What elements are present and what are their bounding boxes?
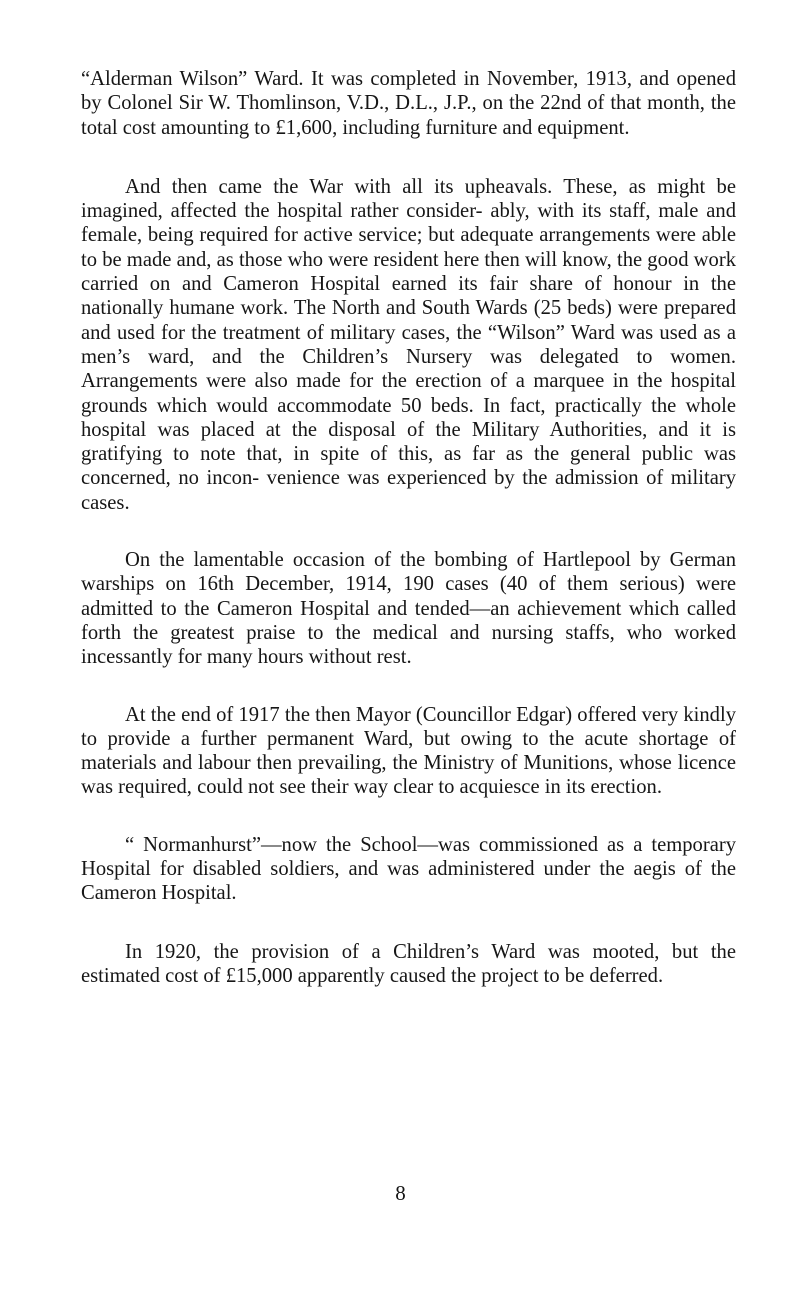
paragraph-hartlepool-bombing: On the lamentable occasion of the bombing of Hartlepool by German warships on 16th December, 1914, 190 cases (40 of them serious) were admitted to the Cameron Hospital and tended—an achievement which called forth the greatest praise to the medical and nursing staffs, who worked incessantly for many hours without rest. bbox=[81, 549, 736, 669]
paragraph-mayor-offer: At the end of 1917 the then Mayor (Councillor Edgar) offered very kindly to provide a further permanent Ward, but owing to the acute shortage of materials and labour then prevailing, the Ministry of Munitions, whose licence was required, could not see their way clear to acquiesce in its erection. bbox=[81, 703, 736, 799]
page-number: 8 bbox=[395, 1181, 406, 1205]
document-body bbox=[81, 67, 736, 988]
paragraph-childrens-ward: In 1920, the provision of a Children’s Ward was mooted, but the estimated cost of £15,000 apparently caused the project to be deferred. bbox=[81, 940, 736, 987]
paragraph-normanhurst: “ Normanhurst”—now the School—was commissioned as a temporary Hospital for disabled soldiers, and was administered under the aegis of the Cameron Hospital. bbox=[81, 833, 736, 905]
paragraph-alderman-wilson-ward: “Alderman Wilson” Ward. It was completed in November, 1913, and opened by Colonel Sir W. Thomlinson, V.D., D.L., J.P., on the 22nd of that month, the total cost amounting to £1,600, including furniture and equipment. bbox=[81, 68, 736, 139]
paragraph-war-upheavals: And then came the War with all its upheavals. These, as might be imagined, affected the hospital rather consider- ably, with its staff, male and female, being required for active service; but adequate arrangements were able to be made and, as those who were resident here then will know, the good work carried on and Cameron Hospital earned its fair share of honour in the nationally humane work. The North and South Wards (25 beds) were prepared and used for the treatment of military cases, the “Wilson” Ward was used as a men’s ward, and the Children’s Nursery was delegated to women. Arrangements were also made for the erection of a marquee in the hospital grounds which would accommodate 50 beds. In fact, practically the whole hospital was placed at the disposal of the Military Authorities, and it is gratifying to note that, in spite of this, as far as the general public was concerned, no incon- venience was experienced by the admission of military cases. bbox=[81, 175, 736, 514]
